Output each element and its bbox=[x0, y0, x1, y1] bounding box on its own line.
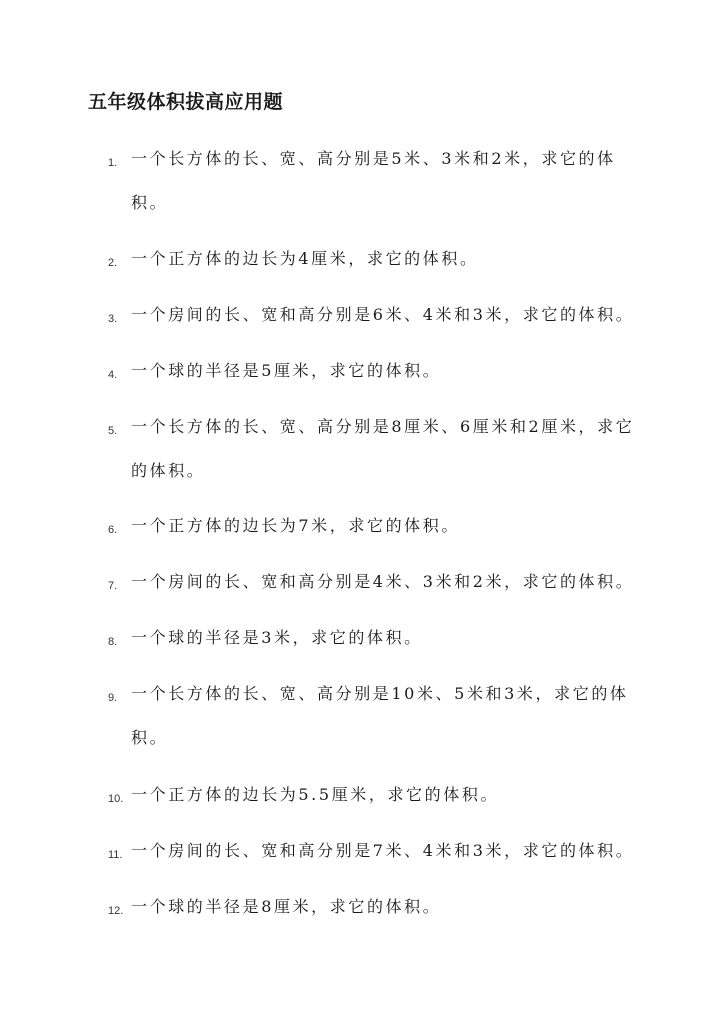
question-text: 一个球的半径是5厘米，求它的体积。 bbox=[131, 361, 442, 380]
question-text: 一个房间的长、宽和高分别是4米、3米和2米，求它的体积。 bbox=[131, 572, 635, 591]
question-number: 12. bbox=[108, 905, 124, 917]
question-number: 11. bbox=[108, 849, 123, 861]
question-number: 10. bbox=[108, 793, 124, 805]
question-text: 一个正方体的边长为5.5厘米，求它的体积。 bbox=[131, 785, 500, 804]
question-text: 一个长方体的长、宽、高分别是8厘米、6厘米和2厘米，求它的体积。 bbox=[131, 417, 635, 480]
question-number: 3. bbox=[108, 313, 118, 325]
question-text: 一个房间的长、宽和高分别是7米、4米和3米，求它的体积。 bbox=[131, 841, 635, 860]
question-text: 一个正方体的边长为7米，求它的体积。 bbox=[131, 516, 460, 535]
question-number: 8. bbox=[108, 636, 118, 648]
page-title: 五年级体积拔高应用题 bbox=[88, 91, 284, 113]
question-number: 5. bbox=[108, 425, 118, 437]
question-text: 一个长方体的长、宽、高分别是5米、3米和2米，求它的体积。 bbox=[131, 149, 616, 212]
question-number: 4. bbox=[108, 369, 118, 381]
question-text: 一个正方体的边长为4厘米，求它的体积。 bbox=[131, 249, 479, 268]
question-number: 1. bbox=[108, 157, 118, 169]
question-text: 一个球的半径是3米，求它的体积。 bbox=[131, 628, 423, 647]
question-number: 7. bbox=[108, 580, 118, 592]
question-number: 2. bbox=[108, 257, 118, 269]
question-text: 一个房间的长、宽和高分别是6米、4米和3米，求它的体积。 bbox=[131, 305, 635, 324]
question-number: 9. bbox=[108, 692, 118, 704]
question-number: 6. bbox=[108, 524, 118, 536]
question-text: 一个长方体的长、宽、高分别是10米、5米和3米，求它的体积。 bbox=[131, 684, 629, 747]
question-text: 一个球的半径是8厘米，求它的体积。 bbox=[131, 897, 442, 916]
